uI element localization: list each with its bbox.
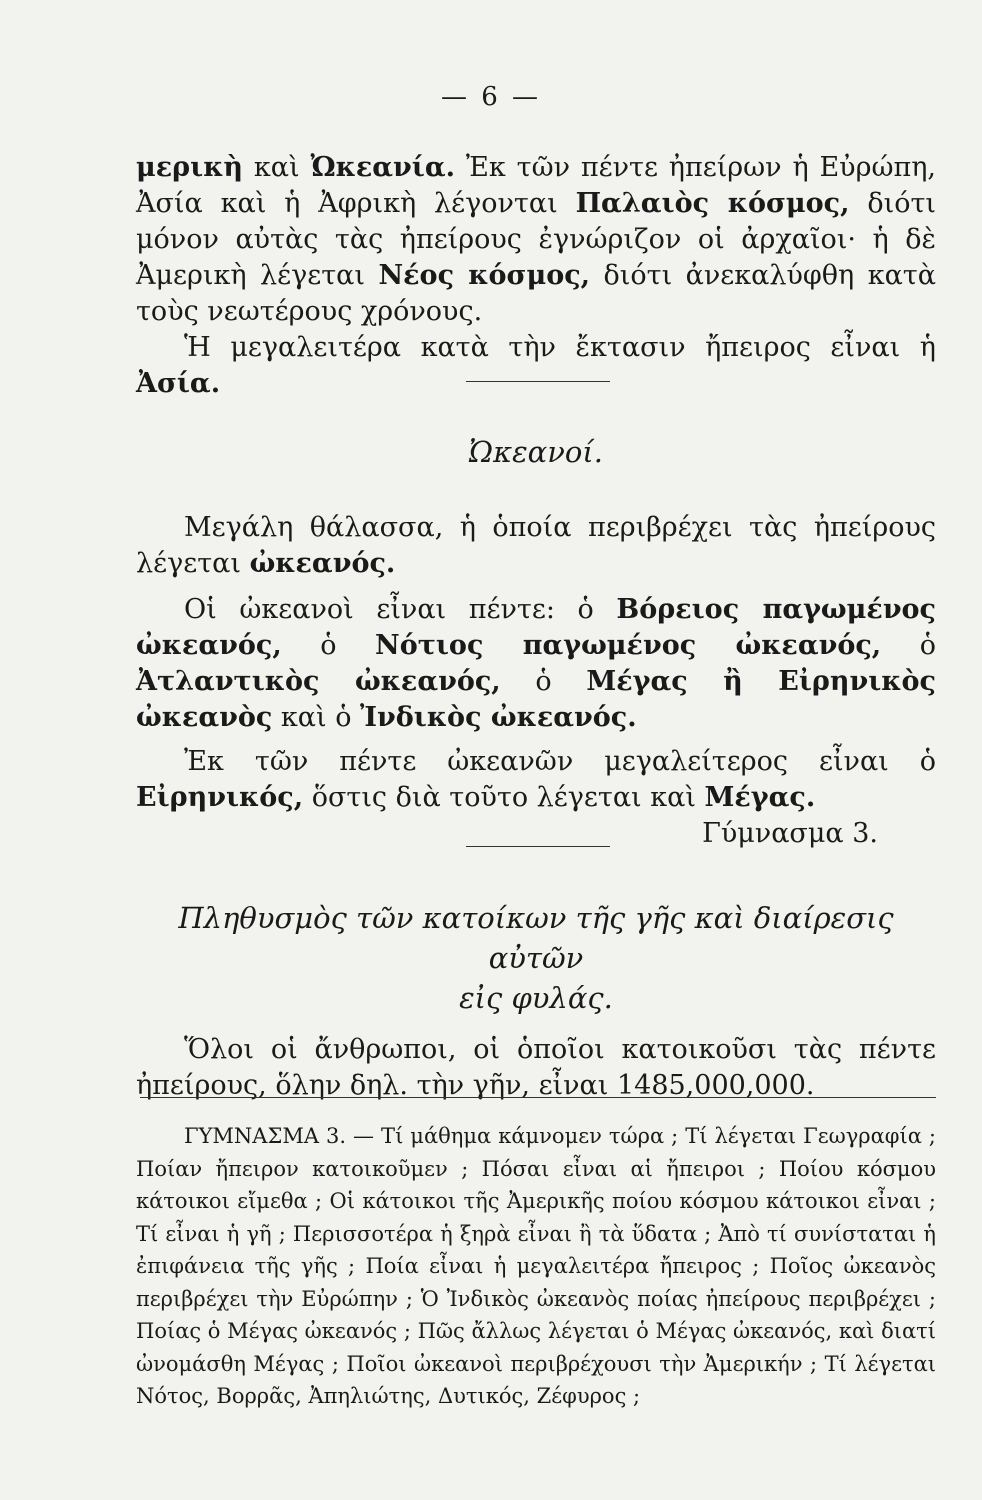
bold-term: μερικὴ	[136, 152, 244, 183]
text-run: Ἐκ τῶν πέντε ἠπείρων ἡ Εὐρώπη, Ἀσία καὶ ἡ Ἀφρικὴ λέγονται	[136, 152, 936, 219]
population-section	[136, 898, 936, 1104]
text-run: Ἡ μεγαλειτέρα κατὰ τὴν ἔκτασιν ἤπειρος εἶναι ἡ	[184, 332, 936, 363]
text-run: διότι μόνον αὐτὰς τὰς ἠπείρους ἐγνώριζον οἱ ἀρχαῖοι· ἡ δὲ Ἀμερικὴ λέγεται	[136, 188, 937, 291]
section-heading-population-cont: εἰς φυλάς.	[459, 981, 613, 1015]
bold-term: ὠκεανός.	[249, 548, 396, 579]
paragraph-population: Ὅλοι οἱ ἄνθρωποι, οἱ ὁποῖοι κατοικοῦσι τὰς πέντε ἠπείρους, ὅλην δηλ. τὴν γῆν, εἶναι 1485,000,000.	[136, 1034, 936, 1101]
paragraph-largest-continent	[136, 330, 936, 402]
bold-term: Μέγας.	[704, 782, 816, 813]
bold-term: Παλαιὸς κόσμος,	[575, 188, 850, 219]
text-run: διότι ἀνεκαλύφθη κατὰ τοὺς νεωτέρους χρόνους.	[136, 260, 936, 327]
bold-term: Νότιος παγωμένος ὠκεανός,	[375, 630, 882, 661]
paragraph-ocean-definition	[136, 510, 936, 582]
bold-term: Ἰνδικὸς ὠκεανός.	[360, 702, 637, 733]
exercise-section	[136, 1120, 936, 1413]
text-run: ὁ	[500, 666, 587, 697]
paragraph-five-oceans	[136, 592, 936, 736]
text-run: Ἐκ τῶν πέντε ὠκεανῶν μεγαλείτερος εἶναι ὁ	[184, 746, 936, 777]
paragraph-old-new-world	[136, 150, 936, 330]
page-number: — 6 —	[440, 82, 542, 112]
bold-term: Ἀσία.	[136, 368, 221, 399]
section-heading-population: Πληθυσμὸς τῶν κατοίκων τῆς γῆς καὶ διαίρεσις αὐτῶν	[178, 901, 894, 975]
text-run: ὅστις διὰ τοῦτο λέγεται καὶ	[303, 782, 705, 813]
section-heading-oceans: Ὠκεανοί.	[469, 435, 603, 469]
exercise-divider	[140, 1097, 936, 1098]
text-run: Οἱ ὠκεανοὶ εἶναι πέντε: ὁ	[184, 594, 617, 625]
bold-term: Ὠκεανία.	[310, 152, 456, 183]
bold-term: Νέος κόσμος,	[378, 260, 591, 291]
bold-term: Εἰρηνικός,	[136, 782, 304, 813]
exercise-questions: — Τί μάθημα κάμνομεν τώρα ; Τί λέγεται Γεωγραφία ; Ποίαν ἤπειρον κατοικοῦμεν ; Πόσαι εἶναι αἱ ἤπειροι ; Ποίου κόσμου κάτοικοι εἴμεθα ; Οἱ κάτοικοι τῆς Ἀμερικῆς ποίου κόσμου κάτοικοι εἶναι ; Τί εἶναι ἡ γῆ ; Περισσοτέρα ἡ ξηρὰ εἶναι ἢ τὰ ὕδατα ; Ἀπὸ τί συνίσταται ἡ ἐπιφάνεια τῆς γῆς ; Ποία εἶναι ἡ μεγαλειτέρα ἤπειρος ; Ποῖος ὠκεανὸς περιβρέχει τὴν Εὐρώπην ; Ὁ Ἰνδικὸς ὠκεανὸς ποίας ἠπείρους περιβρέχει ; Ποίας ὁ Μέγας ὠκεανός ; Πῶς ἄλλως λέγεται ὁ Μέγας ὠκεανός, καὶ διατί ὠνομάσθη Μέγας ; Ποῖοι ὠκεανοὶ περιβρέχουσι τὴν Ἀμερικήν ; Τί λέγεται Νότος, Βορρᾶς, Ἀπηλιώτης, Δυτικός, Ζέφυρος ;	[136, 1124, 936, 1408]
paragraph-largest-ocean	[136, 744, 936, 849]
text-run: Μεγάλη θάλασσα, ἡ ὁποία περιβρέχει τὰς ἠπείρους λέγεται	[136, 512, 936, 579]
text-run: ὁ	[881, 630, 936, 661]
bold-term: Ἀτλαντικὸς ὠκεανός,	[136, 666, 501, 697]
text-run: ὁ	[281, 630, 376, 661]
exercise-reference: Γύμνασμα 3.	[702, 818, 878, 849]
section-divider	[466, 846, 610, 847]
section-divider	[466, 381, 610, 382]
bold-term: Βόρειος παγωμένος ὠκεανός,	[136, 594, 937, 661]
text-run: καὶ	[243, 152, 311, 183]
exercise-paragraph	[136, 1120, 936, 1413]
oceans-section	[136, 432, 936, 852]
intro-section	[136, 150, 936, 402]
text-run: καὶ ὁ	[272, 702, 361, 733]
bold-term: Μέγας ἢ Εἰρηνικὸς ὠκεανὸς	[136, 666, 936, 733]
exercise-label: ΓΥΜΝΑΣΜΑ 3.	[184, 1124, 347, 1148]
